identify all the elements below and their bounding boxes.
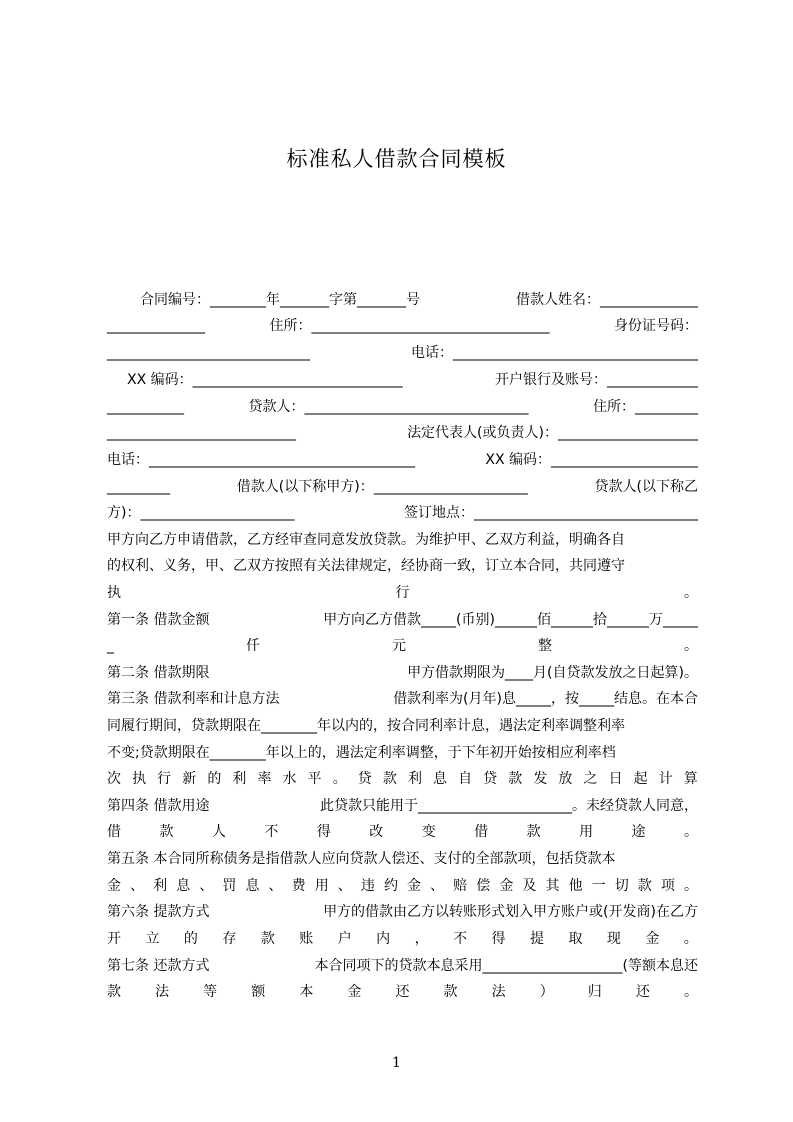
text-segment: XX 编码：______________________________ [127,372,403,388]
text-segment: 借 [474,824,489,840]
text-segment: 得 [491,931,506,947]
text-segment: 率 [257,771,272,787]
text-segment: 。 [684,585,698,601]
text-segment: 款 [508,771,523,787]
text-line [107,500,698,526]
text-segment: 偿 [476,878,491,894]
text-line [107,819,698,845]
text-segment: 贷 [357,771,372,787]
text-segment: 、 [337,878,352,894]
text-segment: 甲方向乙方借款_____(币别)______佰______拾______万_____ [323,612,698,628]
text-segment: 存 [222,931,237,947]
text-line [107,766,698,792]
text-segment: 第七条 还款方式 [107,958,210,974]
text-segment: _____________________________ [107,345,310,361]
text-line [107,553,698,579]
text-segment: 开 [107,931,121,947]
text-segment: 一 [591,878,606,894]
text-segment: 其 [545,878,560,894]
text-segment: 。 [684,638,698,654]
text-segment: 计 [658,771,673,787]
text-line [107,633,698,659]
text-segment: 次 [107,771,121,787]
document-title: 标准私人借款合同模板 [286,147,507,171]
text-segment: 整 [538,638,552,654]
text-segment: 额 [251,984,266,1000]
text-segment: 第五条 本合同所称债务是指借款人应向贷款人偿还、支付的全部款项，包括贷款本 [107,851,616,867]
text-line [107,607,698,633]
text-segment: 贷 [483,771,498,787]
text-segment: 息 [245,878,260,894]
text-segment: 款 [159,824,174,840]
text-segment: 借款人姓名：______________ [516,292,698,308]
text-segment: 第三条 借款利率和计息方法 [107,691,280,707]
text-segment: 费 [291,878,306,894]
text-line [140,287,698,313]
text-line [107,660,698,686]
text-segment: 得 [316,824,331,840]
text-segment: 金 [107,878,121,894]
text-segment: 现 [606,931,621,947]
text-segment: 法 [155,984,170,1000]
text-segment: 电话：______________________________________ [107,452,415,468]
text-segment: 不 [453,931,468,947]
text-segment: 第六条 提款方式 [107,904,210,920]
text-segment: 不变;贷款期限在________年以上的，遇法定利率调整，于下年初开始按相应利率档 [107,745,616,761]
text-segment: 。 [332,771,347,787]
text-segment: _ [107,638,114,654]
text-segment: 借款利率为(月年)息_____，按_____结息。在本合 [393,691,698,707]
text-segment: 仟 [246,638,260,654]
text-segment: 平 [307,771,322,787]
text-segment: 罚 [222,878,237,894]
text-segment: 行 [157,771,172,787]
text-segment: 、 [199,878,214,894]
text-segment: 签订地点：________________________________ [404,505,698,521]
text-line [107,740,698,766]
text-segment: 账 [299,931,314,947]
text-segment: ___________________________ [107,425,296,441]
text-segment: 利 [407,771,422,787]
text-line [107,527,698,553]
text-segment: 放 [558,771,573,787]
text-line [107,474,698,500]
text-segment: 。 [683,984,698,1000]
text-line [107,420,698,446]
text-segment: 贷款人(以下称乙 [594,479,698,495]
text-segment: ） [539,984,554,1000]
text-segment: 。 [683,931,698,947]
text-segment: ______________ [107,318,205,334]
text-line [107,979,698,1005]
text-line [107,793,698,819]
text-line [107,394,698,420]
text-segment: 款 [382,771,397,787]
text-segment: 水 [282,771,297,787]
text-segment: 第二条 借款期限 [107,665,210,681]
text-segment: 约 [383,878,398,894]
text-line [107,713,698,739]
text-segment: 户 [337,931,352,947]
text-segment: 款 [443,984,458,1000]
text-segment: 执 [132,771,147,787]
text-segment: 身份证号码： [614,318,698,334]
text-segment: 借款人(以下称甲方)：______________________ [236,479,528,495]
text-segment: 第四条 借款用途 [107,798,210,814]
text-segment: 、 [268,878,283,894]
text-line [107,846,698,872]
text-segment: 住所：__________________________________ [269,318,550,334]
text-segment: 之 [583,771,598,787]
text-line [107,313,698,339]
text-segment: 的 [183,931,198,947]
text-segment: 日 [608,771,623,787]
text-segment: 方)：______________________ [107,505,295,521]
text-segment: 电话：___________________________________ [411,345,698,361]
text-segment: 变 [421,824,436,840]
text-segment: 改 [369,824,384,840]
text-segment: 甲方的借款由乙方以转账形式划入甲方账户或(开发商)在乙方 [323,904,698,920]
text-segment: 甲方借款期限为____月(自贷款发放之日起算)。 [407,665,698,681]
text-segment: 立 [145,931,160,947]
text-segment: ， [414,931,429,947]
text-segment: 借 [107,824,121,840]
text-segment: 开户银行及账号：_____________ [495,372,698,388]
text-segment: 、 [130,878,145,894]
text-line [107,686,698,712]
text-segment: XX 编码：_____________________ [485,452,698,468]
text-segment: 。 [683,824,698,840]
text-segment: 金 [347,984,362,1000]
text-segment: 同履行期间，贷款期限在________年以内的，按合同利率计息，遇法定利率调整利率 [107,718,625,734]
text-segment: 住所：_________ [593,399,698,415]
text-segment: 还 [395,984,410,1000]
text-segment: 还 [635,984,650,1000]
text-segment: 算 [683,771,698,787]
text-segment: 金 [407,878,422,894]
text-segment: 本合同项下的贷款本息采用____________________(等额本息还 [314,958,698,974]
text-segment: 取 [568,931,583,947]
text-line [107,447,698,473]
text-segment: 金 [645,931,660,947]
text-segment: 归 [587,984,602,1000]
text-segment: 违 [360,878,375,894]
text-segment: 的 [207,771,222,787]
text-line [107,953,698,979]
text-segment: 行 [395,585,410,601]
text-line [107,873,698,899]
text-segment: 起 [633,771,648,787]
text-line [107,340,698,366]
text-segment: 利 [153,878,168,894]
text-line [107,899,698,925]
text-segment: 款 [107,984,121,1000]
text-segment: 等 [203,984,218,1000]
text-segment: 此贷款只能用于______________________。未经贷款人同意， [320,798,698,814]
text-segment: 合同编号：________年_______字第_______号 [140,292,420,308]
text-segment: 提 [529,931,544,947]
page-number: 1 [392,1055,401,1071]
text-line [127,367,698,393]
text-segment: 款 [526,824,541,840]
text-segment: 新 [182,771,197,787]
text-segment: 内 [376,931,391,947]
text-segment: ___________ [107,399,184,415]
text-segment: 他 [568,878,583,894]
text-segment: 人 [211,824,226,840]
text-segment: 用 [314,878,329,894]
text-segment: 、 [430,878,445,894]
text-segment: 切 [614,878,629,894]
text-segment: 元 [392,638,406,654]
text-segment: 项 [660,878,675,894]
text-line [107,580,698,606]
text-segment: 款 [260,931,275,947]
text-segment: 本 [299,984,314,1000]
text-segment: 法定代表人(或负责人)：____________________ [407,425,698,441]
text-segment: 贷款人：________________________________ [248,399,529,415]
text-segment: 及 [522,878,537,894]
text-segment: 法 [491,984,506,1000]
text-segment: 利 [232,771,247,787]
text-segment: 金 [499,878,514,894]
text-segment: 自 [458,771,473,787]
text-segment: 的权利、义务，甲、乙双方按照有关法律规定，经协商一致，订立本合同，共同遵守 [107,558,625,574]
text-segment: 不 [264,824,279,840]
text-segment: 甲方向乙方申请借款，乙方经审查同意发放贷款。为维护甲、乙双方利益，明确各自 [107,532,625,548]
text-segment: 第一条 借款金额 [107,612,210,628]
text-line [107,926,698,952]
text-segment: _________ [107,479,170,495]
text-segment: 用 [579,824,594,840]
text-segment: 息 [433,771,448,787]
text-segment: 赔 [453,878,468,894]
text-segment: 途 [631,824,646,840]
text-segment: 息 [176,878,191,894]
text-segment: 执 [107,585,121,601]
text-segment: 发 [533,771,548,787]
text-segment: 款 [637,878,652,894]
text-segment: 。 [683,878,698,894]
